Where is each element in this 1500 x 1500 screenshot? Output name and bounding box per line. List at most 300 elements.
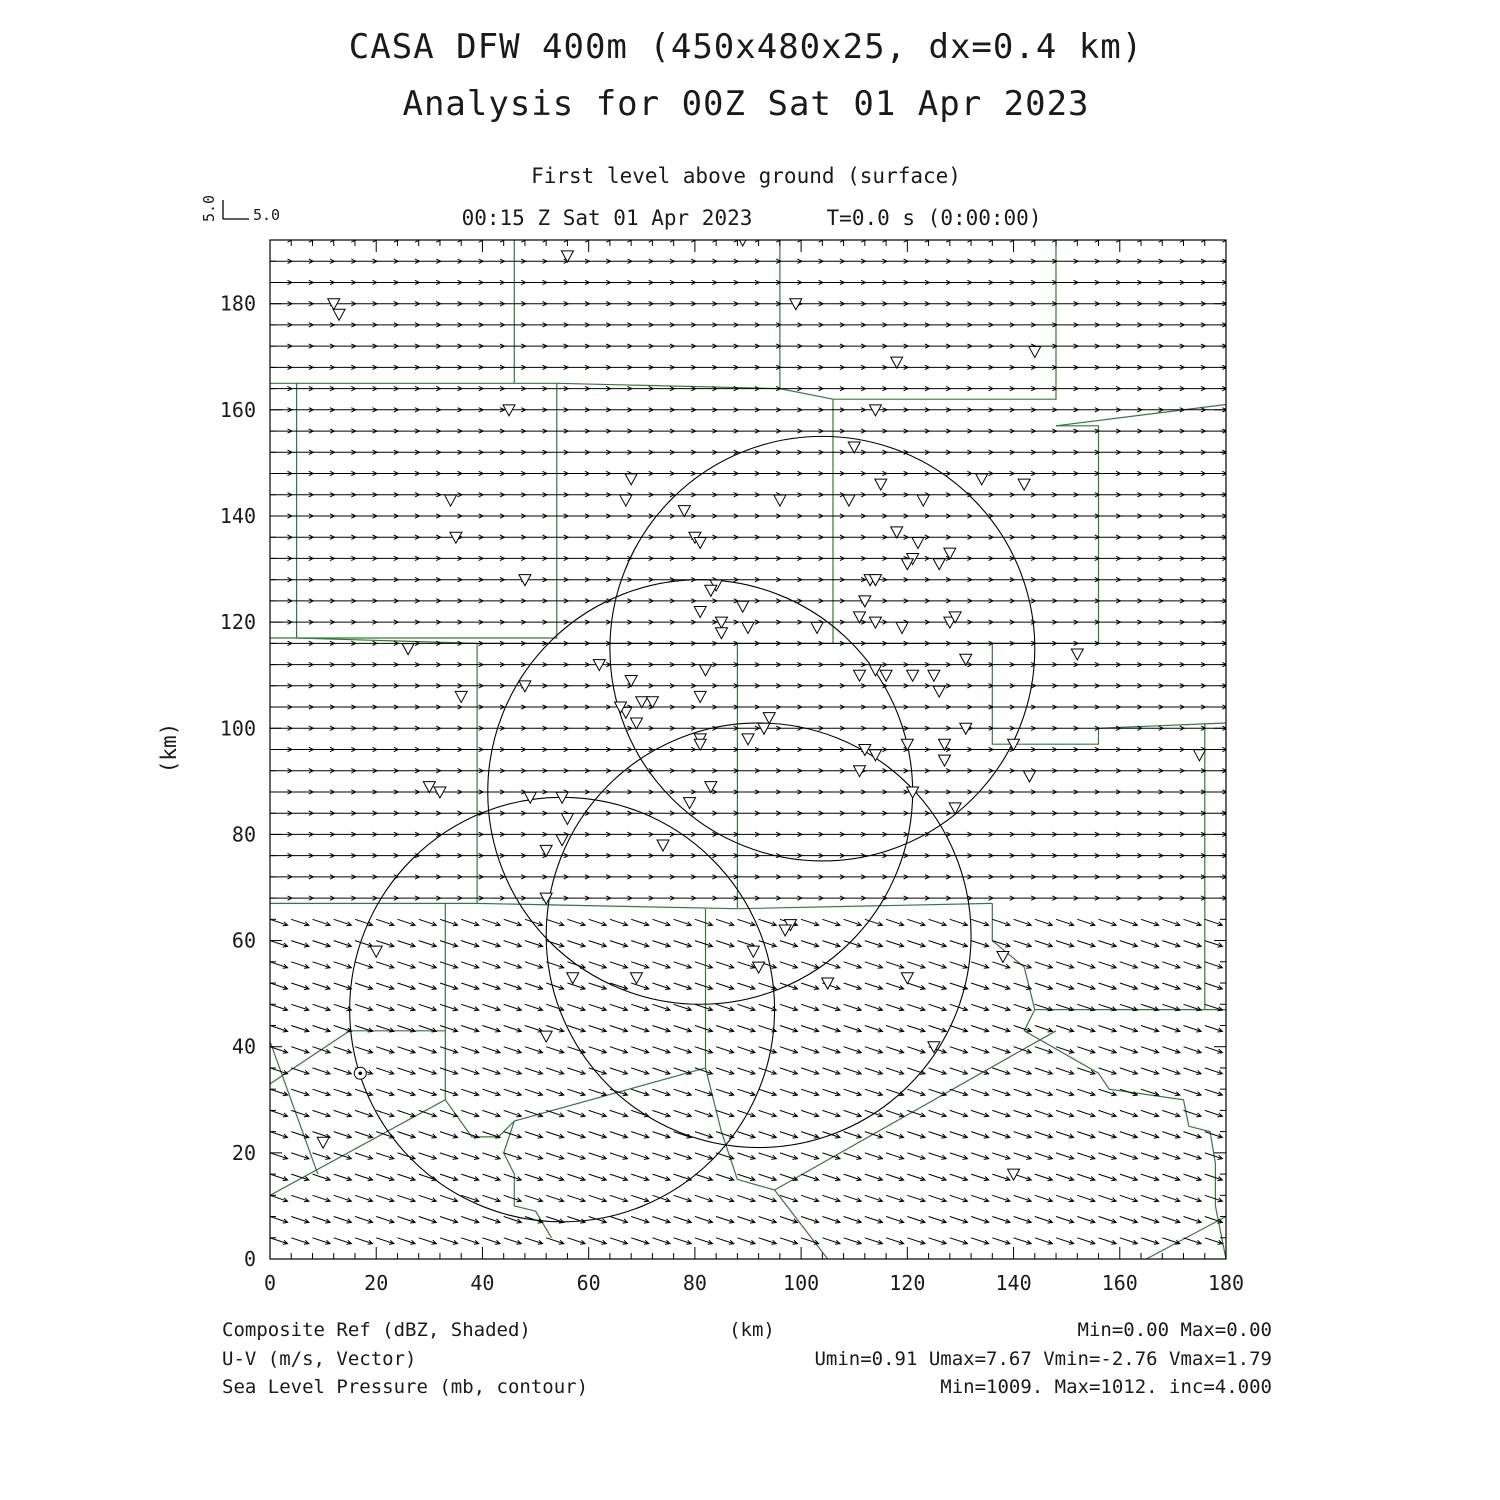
wind-vector [950, 1174, 968, 1181]
wind-vector [801, 832, 823, 836]
wind-vector [695, 365, 717, 369]
wind-vector [907, 983, 925, 990]
wind-vector [1056, 578, 1078, 582]
wind-vector [971, 493, 993, 497]
wind-vector [1056, 535, 1078, 539]
wind-vector [1056, 1259, 1074, 1266]
wind-vector [737, 811, 759, 815]
wind-vector [1141, 811, 1163, 815]
wind-vector [1077, 386, 1099, 390]
wind-vector [461, 365, 483, 369]
wind-vector [1077, 1174, 1095, 1181]
county-line [1056, 426, 1099, 644]
y-tick-label: 180 [219, 291, 256, 316]
wind-vector [652, 962, 670, 969]
wind-vector [313, 578, 335, 582]
wind-vector [376, 983, 394, 990]
wind-vector [737, 556, 759, 560]
wind-vector [461, 1217, 479, 1224]
wind-vector [440, 854, 462, 858]
wind-vector [440, 875, 462, 879]
wind-vector [971, 1026, 989, 1033]
wind-vector [525, 514, 547, 518]
wind-vector [780, 662, 802, 666]
wind-vector [482, 983, 500, 990]
wind-vector [674, 962, 692, 969]
wind-vector [355, 1004, 373, 1011]
wind-vector [971, 941, 989, 948]
wind-vector [971, 684, 993, 688]
wind-vector [334, 429, 356, 433]
wind-vector [440, 323, 462, 327]
wind-vector [929, 790, 951, 794]
wind-vector [1077, 493, 1099, 497]
wind-vector [1056, 323, 1078, 327]
wind-vector [1099, 1195, 1117, 1202]
wind-vector [376, 1068, 394, 1075]
wind-vector [822, 896, 844, 900]
wind-vector [737, 875, 759, 879]
wind-vector [482, 832, 504, 836]
wind-vector [737, 1004, 755, 1011]
wind-vector [737, 323, 759, 327]
station-marker [625, 474, 637, 485]
wind-vector [1120, 983, 1138, 990]
wind-vector [652, 1238, 670, 1245]
circled-dot-marker [354, 1067, 366, 1079]
wind-vector [398, 514, 420, 518]
y-tick-label: 140 [219, 503, 256, 528]
plot-area [270, 235, 1227, 1266]
wind-vector [992, 365, 1014, 369]
wind-vector [737, 302, 759, 306]
wind-vector [482, 1110, 500, 1117]
wind-vector [971, 705, 993, 709]
wind-vector [419, 1195, 437, 1202]
wind-vector [801, 705, 823, 709]
wind-vector [482, 344, 504, 348]
wind-vector [1077, 1068, 1095, 1075]
wind-vector [865, 1153, 883, 1160]
wind-vector [1014, 705, 1036, 709]
wind-vector [992, 450, 1014, 454]
wind-vector [1184, 1238, 1202, 1245]
wind-vector [313, 705, 335, 709]
wind-vector [759, 832, 781, 836]
wind-vector [737, 769, 759, 773]
wind-vector [929, 323, 951, 327]
wind-vector [567, 450, 589, 454]
wind-vector [886, 1238, 904, 1245]
wind-vector [1014, 280, 1036, 284]
wind-vector [886, 705, 908, 709]
wind-vector [992, 599, 1014, 603]
wind-vector [759, 365, 781, 369]
wind-vector [674, 620, 696, 624]
wind-vector [844, 1195, 862, 1202]
wind-vector [1056, 684, 1078, 688]
wind-vector [929, 1026, 947, 1033]
wind-vector [440, 1089, 458, 1096]
wind-vector [929, 1174, 947, 1181]
wind-vector [907, 875, 929, 879]
wind-vector [398, 662, 420, 666]
wind-vector [950, 769, 972, 773]
wind-vector [865, 832, 887, 836]
wind-vector [291, 578, 313, 582]
wind-vector [652, 620, 674, 624]
wind-vector [270, 919, 288, 926]
wind-vector [376, 599, 398, 603]
wind-vector [1099, 1026, 1117, 1033]
station-marker [891, 527, 903, 538]
wind-vector [546, 1068, 564, 1075]
wind-vector [1056, 1110, 1074, 1117]
wind-vector [1077, 1047, 1095, 1054]
wind-vector [398, 599, 420, 603]
wind-vector [695, 1132, 713, 1139]
wind-vector [631, 1026, 649, 1033]
wind-vector [1056, 790, 1078, 794]
wind-vector [737, 259, 759, 263]
wind-vector [886, 344, 908, 348]
wind-vector [801, 514, 823, 518]
wind-vector [631, 941, 649, 948]
wind-vector [270, 1259, 288, 1266]
wind-vector [419, 386, 441, 390]
wind-vector [610, 1026, 628, 1033]
wind-vector [1205, 1132, 1223, 1139]
wind-vector [504, 875, 526, 879]
wind-vector [546, 875, 568, 879]
wind-vector [886, 323, 908, 327]
wind-vector [291, 302, 313, 306]
wind-vector [929, 578, 951, 582]
wind-vector [652, 919, 670, 926]
station-marker [779, 925, 791, 936]
wind-vector [929, 1068, 947, 1075]
wind-vector [355, 471, 377, 475]
wind-vector [759, 1259, 777, 1266]
station-marker [561, 813, 573, 824]
wind-vector [737, 747, 759, 751]
wind-vector [1184, 259, 1206, 263]
wind-vector [504, 1174, 522, 1181]
wind-vector [652, 1047, 670, 1054]
wind-vector [759, 1174, 777, 1181]
wind-vector [313, 919, 331, 926]
wind-vector [950, 1047, 968, 1054]
wind-vector [461, 599, 483, 603]
station-marker [524, 792, 536, 803]
wind-vector [1162, 493, 1184, 497]
wind-vector [992, 323, 1014, 327]
wind-vector [631, 386, 653, 390]
station-marker [503, 405, 515, 416]
wind-vector [822, 854, 844, 858]
wind-vector [1099, 790, 1121, 794]
wind-vector [334, 1174, 352, 1181]
wind-vector [907, 1047, 925, 1054]
wind-vector [950, 280, 972, 284]
wind-vector [844, 1068, 862, 1075]
wind-vector [355, 429, 377, 433]
wind-vector [992, 471, 1014, 475]
wind-vector [1014, 578, 1036, 582]
wind-vector [270, 1132, 288, 1139]
wind-vector [525, 599, 547, 603]
wind-vector [950, 941, 968, 948]
wind-vector [1035, 323, 1057, 327]
wind-vector [1120, 1026, 1138, 1033]
wind-vector [461, 1026, 479, 1033]
wind-vector [865, 875, 887, 879]
level-label: First level above ground (surface) [531, 164, 961, 188]
wind-vector [1184, 705, 1206, 709]
wind-vector [844, 896, 866, 900]
wind-vector [546, 726, 568, 730]
wind-vector [1056, 302, 1078, 306]
wind-vector [1035, 941, 1053, 948]
wind-vector [865, 450, 887, 454]
wind-vector [1120, 1259, 1138, 1266]
wind-vector [1099, 941, 1117, 948]
wind-vector [376, 259, 398, 263]
station-marker [869, 617, 881, 628]
wind-vector [674, 556, 696, 560]
wind-vector [546, 280, 568, 284]
wind-vector [440, 450, 462, 454]
wind-vector [1162, 875, 1184, 879]
wind-vector [1035, 365, 1057, 369]
wind-vector [525, 811, 547, 815]
wind-vector [759, 578, 781, 582]
wind-vector [759, 1217, 777, 1224]
station-marker [742, 622, 754, 633]
y-axis-label: (km) [157, 722, 181, 774]
wind-vector [674, 429, 696, 433]
wind-vector [355, 811, 377, 815]
wind-vector [1120, 429, 1142, 433]
station-marker [1029, 346, 1041, 357]
wind-vector [716, 365, 738, 369]
wind-vector [950, 1259, 968, 1266]
wind-vector [567, 578, 589, 582]
wind-vector [822, 832, 844, 836]
wind-vector [801, 280, 823, 284]
wind-vector [822, 726, 844, 730]
wind-vector [844, 259, 866, 263]
wind-vector [971, 1047, 989, 1054]
wind-vector [398, 1217, 416, 1224]
wind-vector [589, 514, 611, 518]
wind-vector [1184, 599, 1206, 603]
wind-vector [950, 1217, 968, 1224]
wind-vector [1099, 769, 1121, 773]
wind-vector [313, 471, 335, 475]
wind-vector [398, 1089, 416, 1096]
wind-vector [822, 1047, 840, 1054]
wind-vector [801, 1089, 819, 1096]
wind-vector [567, 344, 589, 348]
wind-vector [865, 1089, 883, 1096]
wind-vector [482, 1238, 500, 1245]
wind-vector [567, 641, 589, 645]
wind-vector [419, 535, 441, 539]
wind-vector [907, 259, 929, 263]
wind-vector [1035, 1110, 1053, 1117]
wind-vector [525, 983, 543, 990]
wind-vector [1077, 471, 1099, 475]
wind-vector [971, 854, 993, 858]
wind-vector [886, 1174, 904, 1181]
county-line [297, 383, 557, 638]
wind-vector [631, 514, 653, 518]
wind-vector [780, 896, 802, 900]
wind-vector [631, 323, 653, 327]
wind-vector [291, 1047, 309, 1054]
wind-vector [525, 854, 547, 858]
wind-vector [674, 1153, 692, 1160]
wind-vector [589, 471, 611, 475]
wind-vector [652, 493, 674, 497]
wind-vector [525, 641, 547, 645]
wind-vector [844, 919, 862, 926]
wind-vector [1120, 811, 1142, 815]
wind-vector [1162, 662, 1184, 666]
wind-vector [929, 896, 951, 900]
wind-vector [1077, 854, 1099, 858]
wind-vector [419, 1132, 437, 1139]
wind-vector [1077, 450, 1099, 454]
wind-vector [1184, 365, 1206, 369]
wind-vector [1035, 1217, 1053, 1224]
wind-vector [950, 578, 972, 582]
wind-vector [737, 1238, 755, 1245]
wind-vector [376, 1174, 394, 1181]
wind-vector [504, 832, 526, 836]
wind-vector [759, 705, 781, 709]
wind-vector [1162, 450, 1184, 454]
wind-vector [567, 1132, 585, 1139]
wind-vector [567, 599, 589, 603]
wind-vector [1077, 556, 1099, 560]
wind-vector [950, 875, 972, 879]
wind-vector [1056, 471, 1078, 475]
wind-vector [334, 493, 356, 497]
wind-vector [610, 408, 632, 412]
wind-vector [334, 983, 352, 990]
wind-vector [376, 471, 398, 475]
wind-vector [737, 962, 755, 969]
wind-vector [992, 1089, 1010, 1096]
wind-vector [567, 1089, 585, 1096]
wind-vector [376, 1259, 394, 1266]
wind-vector [525, 429, 547, 433]
wind-vector [440, 599, 462, 603]
wind-vector [652, 983, 670, 990]
wind-vector [907, 599, 929, 603]
wind-vector [482, 514, 504, 518]
wind-vector [313, 769, 335, 773]
wind-vector [737, 365, 759, 369]
wind-vector [801, 983, 819, 990]
wind-vector [525, 280, 547, 284]
wind-vector [334, 1259, 352, 1266]
wind-vector [398, 1195, 416, 1202]
elapsed-time-label: T=0.0 s (0:00:00) [826, 206, 1042, 230]
wind-vector [1035, 1238, 1053, 1245]
wind-vector [376, 1110, 394, 1117]
wind-vector [716, 323, 738, 327]
wind-vector [567, 323, 589, 327]
wind-vector [971, 1132, 989, 1139]
wind-vector [1141, 1047, 1159, 1054]
wind-vector [844, 790, 866, 794]
wind-vector [865, 493, 887, 497]
wind-vector [1162, 1089, 1180, 1096]
wind-vector [440, 684, 462, 688]
wind-vector [844, 1047, 862, 1054]
wind-vector [419, 514, 441, 518]
station-marker [737, 601, 749, 612]
wind-vector [929, 344, 951, 348]
wind-vector [801, 790, 823, 794]
wind-vector [1162, 323, 1184, 327]
wind-vector [334, 1195, 352, 1202]
wind-vector [674, 365, 696, 369]
wind-vector [419, 599, 441, 603]
wind-vector [610, 1174, 628, 1181]
station-marker [684, 798, 696, 809]
wind-vector [716, 535, 738, 539]
wind-vector [822, 259, 844, 263]
wind-vector [801, 769, 823, 773]
wind-vector [1184, 684, 1206, 688]
wind-vector [334, 620, 356, 624]
wind-vector [716, 556, 738, 560]
wind-vector [567, 726, 589, 730]
wind-vector [355, 769, 377, 773]
wind-vector [546, 1238, 564, 1245]
wind-vector [376, 365, 398, 369]
wind-vector [546, 1004, 564, 1011]
wind-vector [1099, 429, 1121, 433]
wind-vector [376, 790, 398, 794]
wind-vector [1035, 556, 1057, 560]
wind-vector [419, 684, 441, 688]
wind-vector [1056, 1195, 1074, 1202]
wind-vector [929, 747, 951, 751]
wind-vector [334, 599, 356, 603]
wind-vector [1035, 1089, 1053, 1096]
wind-vector [589, 1259, 607, 1266]
wind-vector [780, 259, 802, 263]
wind-vector [971, 280, 993, 284]
wind-vector [504, 1110, 522, 1117]
wind-vector [313, 983, 331, 990]
wind-vector [504, 983, 522, 990]
wind-vector [1120, 1068, 1138, 1075]
wind-vector [1099, 535, 1121, 539]
wind-vector [482, 747, 504, 751]
wind-vector [525, 1068, 543, 1075]
county-line [1024, 1010, 1226, 1259]
wind-vector [1099, 875, 1121, 879]
wind-vector [1077, 641, 1099, 645]
wind-vector [610, 962, 628, 969]
wind-vector [525, 365, 547, 369]
